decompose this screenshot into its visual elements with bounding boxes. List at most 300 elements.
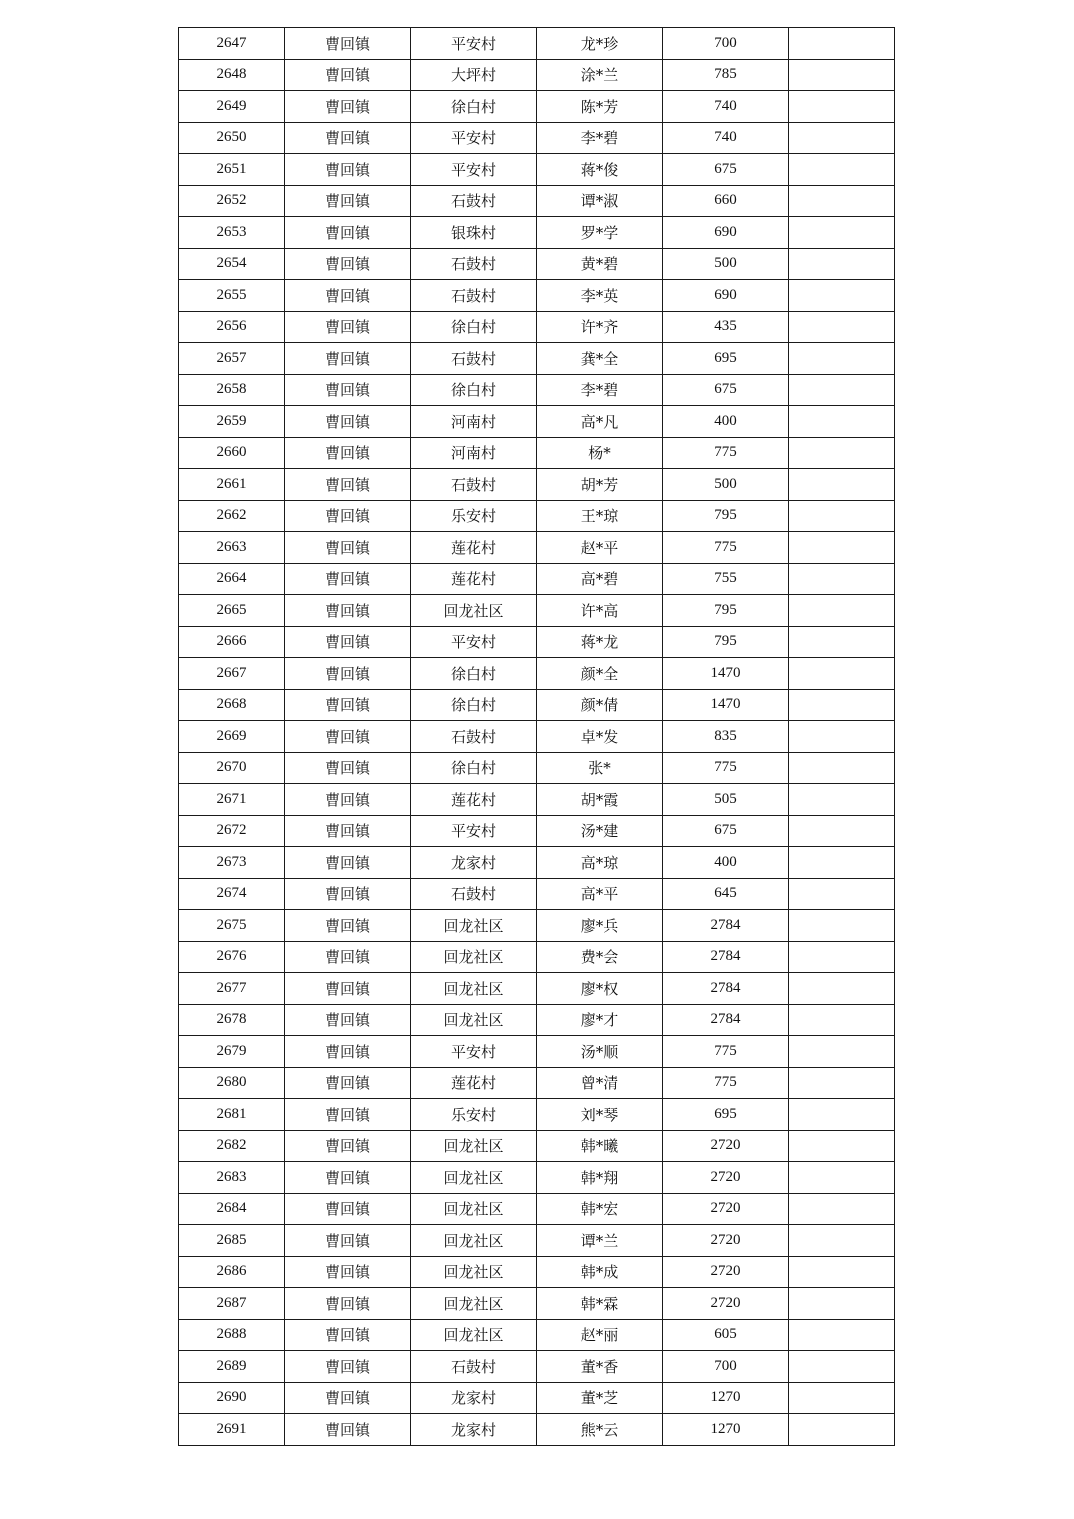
name-cell: 涂*兰 — [537, 59, 663, 91]
town-cell: 曹回镇 — [285, 910, 411, 942]
amount-cell: 2720 — [663, 1162, 789, 1194]
amount-cell: 2784 — [663, 973, 789, 1005]
serial-number-cell: 2681 — [179, 1099, 285, 1131]
village-cell: 石鼓村 — [411, 185, 537, 217]
name-cell: 高*凡 — [537, 406, 663, 438]
amount-cell: 2784 — [663, 910, 789, 942]
serial-number-cell: 2657 — [179, 343, 285, 375]
village-cell: 徐白村 — [411, 752, 537, 784]
town-cell: 曹回镇 — [285, 563, 411, 595]
remark-cell — [789, 658, 895, 690]
town-cell: 曹回镇 — [285, 1288, 411, 1320]
remark-cell — [789, 1130, 895, 1162]
amount-cell: 2720 — [663, 1225, 789, 1257]
amount-cell: 2720 — [663, 1288, 789, 1320]
name-cell: 张* — [537, 752, 663, 784]
serial-number-cell: 2660 — [179, 437, 285, 469]
amount-cell: 1270 — [663, 1382, 789, 1414]
name-cell: 赵*平 — [537, 532, 663, 564]
village-cell: 龙家村 — [411, 847, 537, 879]
name-cell: 龚*全 — [537, 343, 663, 375]
remark-cell — [789, 1319, 895, 1351]
amount-cell: 775 — [663, 1067, 789, 1099]
amount-cell: 1470 — [663, 658, 789, 690]
village-cell: 莲花村 — [411, 563, 537, 595]
name-cell: 廖*才 — [537, 1004, 663, 1036]
amount-cell: 505 — [663, 784, 789, 816]
serial-number-cell: 2688 — [179, 1319, 285, 1351]
village-cell: 莲花村 — [411, 1067, 537, 1099]
serial-number-cell: 2658 — [179, 374, 285, 406]
name-cell: 廖*权 — [537, 973, 663, 1005]
village-cell: 平安村 — [411, 815, 537, 847]
amount-cell: 500 — [663, 248, 789, 280]
village-cell: 徐白村 — [411, 658, 537, 690]
serial-number-cell: 2665 — [179, 595, 285, 627]
name-cell: 韩*成 — [537, 1256, 663, 1288]
town-cell: 曹回镇 — [285, 1225, 411, 1257]
serial-number-cell: 2677 — [179, 973, 285, 1005]
table-row — [179, 91, 895, 123]
remark-cell — [789, 311, 895, 343]
village-cell: 石鼓村 — [411, 469, 537, 501]
remark-cell — [789, 280, 895, 312]
village-cell: 徐白村 — [411, 689, 537, 721]
amount-cell: 795 — [663, 595, 789, 627]
remark-cell — [789, 406, 895, 438]
remark-cell — [789, 878, 895, 910]
serial-number-cell: 2675 — [179, 910, 285, 942]
town-cell: 曹回镇 — [285, 1036, 411, 1068]
serial-number-cell: 2661 — [179, 469, 285, 501]
amount-cell: 2784 — [663, 1004, 789, 1036]
amount-cell: 675 — [663, 815, 789, 847]
remark-cell — [789, 28, 895, 60]
village-cell: 石鼓村 — [411, 721, 537, 753]
remark-cell — [789, 721, 895, 753]
town-cell: 曹回镇 — [285, 595, 411, 627]
serial-number-cell: 2669 — [179, 721, 285, 753]
table-row — [179, 1351, 895, 1383]
table-row — [179, 280, 895, 312]
village-cell: 龙家村 — [411, 1382, 537, 1414]
village-cell: 回龙社区 — [411, 1004, 537, 1036]
serial-number-cell: 2670 — [179, 752, 285, 784]
remark-cell — [789, 1288, 895, 1320]
village-cell: 回龙社区 — [411, 1162, 537, 1194]
name-cell: 许*高 — [537, 595, 663, 627]
village-cell: 回龙社区 — [411, 941, 537, 973]
amount-cell: 675 — [663, 154, 789, 186]
amount-cell: 795 — [663, 500, 789, 532]
village-cell: 龙家村 — [411, 1414, 537, 1446]
table-row — [179, 1288, 895, 1320]
amount-cell: 400 — [663, 847, 789, 879]
remark-cell — [789, 815, 895, 847]
amount-cell: 740 — [663, 91, 789, 123]
table-row — [179, 910, 895, 942]
town-cell: 曹回镇 — [285, 658, 411, 690]
town-cell: 曹回镇 — [285, 1319, 411, 1351]
serial-number-cell: 2668 — [179, 689, 285, 721]
serial-number-cell: 2663 — [179, 532, 285, 564]
name-cell: 罗*学 — [537, 217, 663, 249]
amount-cell: 775 — [663, 532, 789, 564]
remark-cell — [789, 563, 895, 595]
name-cell: 高*碧 — [537, 563, 663, 595]
remark-cell — [789, 437, 895, 469]
village-cell: 石鼓村 — [411, 248, 537, 280]
village-cell: 回龙社区 — [411, 1193, 537, 1225]
village-cell: 石鼓村 — [411, 878, 537, 910]
table-row — [179, 185, 895, 217]
table-row — [179, 941, 895, 973]
village-cell: 回龙社区 — [411, 1319, 537, 1351]
name-cell: 费*会 — [537, 941, 663, 973]
remark-cell — [789, 185, 895, 217]
town-cell: 曹回镇 — [285, 374, 411, 406]
village-cell: 河南村 — [411, 406, 537, 438]
amount-cell: 645 — [663, 878, 789, 910]
village-cell: 徐白村 — [411, 311, 537, 343]
remark-cell — [789, 1099, 895, 1131]
town-cell: 曹回镇 — [285, 1004, 411, 1036]
table-row — [179, 437, 895, 469]
table-row — [179, 784, 895, 816]
name-cell: 汤*顺 — [537, 1036, 663, 1068]
serial-number-cell: 2689 — [179, 1351, 285, 1383]
data-table — [178, 27, 895, 1446]
name-cell: 蒋*俊 — [537, 154, 663, 186]
remark-cell — [789, 1067, 895, 1099]
town-cell: 曹回镇 — [285, 532, 411, 564]
town-cell: 曹回镇 — [285, 343, 411, 375]
name-cell: 黄*碧 — [537, 248, 663, 280]
town-cell: 曹回镇 — [285, 784, 411, 816]
amount-cell: 690 — [663, 280, 789, 312]
table-row — [179, 406, 895, 438]
serial-number-cell: 2664 — [179, 563, 285, 595]
town-cell: 曹回镇 — [285, 469, 411, 501]
name-cell: 颜*倩 — [537, 689, 663, 721]
serial-number-cell: 2652 — [179, 185, 285, 217]
town-cell: 曹回镇 — [285, 973, 411, 1005]
amount-cell: 775 — [663, 752, 789, 784]
village-cell: 回龙社区 — [411, 595, 537, 627]
amount-cell: 400 — [663, 406, 789, 438]
serial-number-cell: 2671 — [179, 784, 285, 816]
table-row — [179, 1099, 895, 1131]
name-cell: 李*碧 — [537, 374, 663, 406]
town-cell: 曹回镇 — [285, 941, 411, 973]
town-cell: 曹回镇 — [285, 1099, 411, 1131]
name-cell: 熊*云 — [537, 1414, 663, 1446]
amount-cell: 675 — [663, 374, 789, 406]
town-cell: 曹回镇 — [285, 248, 411, 280]
remark-cell — [789, 941, 895, 973]
table-row — [179, 217, 895, 249]
serial-number-cell: 2687 — [179, 1288, 285, 1320]
serial-number-cell: 2649 — [179, 91, 285, 123]
table-row — [179, 59, 895, 91]
amount-cell: 755 — [663, 563, 789, 595]
village-cell: 平安村 — [411, 122, 537, 154]
town-cell: 曹回镇 — [285, 500, 411, 532]
town-cell: 曹回镇 — [285, 154, 411, 186]
amount-cell: 690 — [663, 217, 789, 249]
name-cell: 胡*霞 — [537, 784, 663, 816]
remark-cell — [789, 154, 895, 186]
remark-cell — [789, 1382, 895, 1414]
name-cell: 赵*丽 — [537, 1319, 663, 1351]
village-cell: 乐安村 — [411, 1099, 537, 1131]
table-row — [179, 311, 895, 343]
town-cell: 曹回镇 — [285, 1067, 411, 1099]
town-cell: 曹回镇 — [285, 91, 411, 123]
village-cell: 回龙社区 — [411, 973, 537, 1005]
table-row — [179, 1382, 895, 1414]
name-cell: 董*香 — [537, 1351, 663, 1383]
town-cell: 曹回镇 — [285, 437, 411, 469]
remark-cell — [789, 1162, 895, 1194]
town-cell: 曹回镇 — [285, 28, 411, 60]
name-cell: 汤*建 — [537, 815, 663, 847]
town-cell: 曹回镇 — [285, 878, 411, 910]
town-cell: 曹回镇 — [285, 406, 411, 438]
village-cell: 回龙社区 — [411, 910, 537, 942]
village-cell: 徐白村 — [411, 374, 537, 406]
amount-cell: 500 — [663, 469, 789, 501]
remark-cell — [789, 1414, 895, 1446]
village-cell: 平安村 — [411, 626, 537, 658]
serial-number-cell: 2655 — [179, 280, 285, 312]
name-cell: 胡*芳 — [537, 469, 663, 501]
serial-number-cell: 2659 — [179, 406, 285, 438]
village-cell: 河南村 — [411, 437, 537, 469]
town-cell: 曹回镇 — [285, 280, 411, 312]
village-cell: 莲花村 — [411, 532, 537, 564]
town-cell: 曹回镇 — [285, 689, 411, 721]
village-cell: 石鼓村 — [411, 1351, 537, 1383]
remark-cell — [789, 469, 895, 501]
remark-cell — [789, 343, 895, 375]
table-row — [179, 689, 895, 721]
village-cell: 平安村 — [411, 154, 537, 186]
town-cell: 曹回镇 — [285, 1130, 411, 1162]
table-row — [179, 1130, 895, 1162]
village-cell: 回龙社区 — [411, 1130, 537, 1162]
remark-cell — [789, 374, 895, 406]
table-body — [179, 28, 895, 1446]
remark-cell — [789, 689, 895, 721]
amount-cell: 1470 — [663, 689, 789, 721]
amount-cell: 2784 — [663, 941, 789, 973]
remark-cell — [789, 626, 895, 658]
town-cell: 曹回镇 — [285, 311, 411, 343]
name-cell: 谭*兰 — [537, 1225, 663, 1257]
town-cell: 曹回镇 — [285, 752, 411, 784]
amount-cell: 605 — [663, 1319, 789, 1351]
table-row — [179, 815, 895, 847]
town-cell: 曹回镇 — [285, 1256, 411, 1288]
village-cell: 回龙社区 — [411, 1288, 537, 1320]
remark-cell — [789, 910, 895, 942]
serial-number-cell: 2673 — [179, 847, 285, 879]
remark-cell — [789, 91, 895, 123]
name-cell: 韩*宏 — [537, 1193, 663, 1225]
remark-cell — [789, 1225, 895, 1257]
serial-number-cell: 2650 — [179, 122, 285, 154]
table-row — [179, 1067, 895, 1099]
table-row — [179, 1162, 895, 1194]
village-cell: 石鼓村 — [411, 280, 537, 312]
remark-cell — [789, 59, 895, 91]
amount-cell: 695 — [663, 1099, 789, 1131]
name-cell: 卓*发 — [537, 721, 663, 753]
town-cell: 曹回镇 — [285, 185, 411, 217]
amount-cell: 785 — [663, 59, 789, 91]
remark-cell — [789, 784, 895, 816]
name-cell: 许*齐 — [537, 311, 663, 343]
village-cell: 平安村 — [411, 1036, 537, 1068]
table-row — [179, 154, 895, 186]
serial-number-cell: 2647 — [179, 28, 285, 60]
remark-cell — [789, 1256, 895, 1288]
name-cell: 高*平 — [537, 878, 663, 910]
table-row — [179, 532, 895, 564]
amount-cell: 740 — [663, 122, 789, 154]
name-cell: 谭*淑 — [537, 185, 663, 217]
remark-cell — [789, 1036, 895, 1068]
town-cell: 曹回镇 — [285, 815, 411, 847]
name-cell: 陈*芳 — [537, 91, 663, 123]
amount-cell: 2720 — [663, 1256, 789, 1288]
serial-number-cell: 2653 — [179, 217, 285, 249]
town-cell: 曹回镇 — [285, 122, 411, 154]
remark-cell — [789, 847, 895, 879]
serial-number-cell: 2656 — [179, 311, 285, 343]
town-cell: 曹回镇 — [285, 1193, 411, 1225]
village-cell: 乐安村 — [411, 500, 537, 532]
table-row — [179, 847, 895, 879]
amount-cell: 435 — [663, 311, 789, 343]
table-row — [179, 878, 895, 910]
village-cell: 石鼓村 — [411, 343, 537, 375]
serial-number-cell: 2672 — [179, 815, 285, 847]
amount-cell: 2720 — [663, 1193, 789, 1225]
town-cell: 曹回镇 — [285, 1162, 411, 1194]
table-row — [179, 752, 895, 784]
table-row — [179, 595, 895, 627]
serial-number-cell: 2648 — [179, 59, 285, 91]
serial-number-cell: 2682 — [179, 1130, 285, 1162]
serial-number-cell: 2651 — [179, 154, 285, 186]
remark-cell — [789, 752, 895, 784]
amount-cell: 700 — [663, 1351, 789, 1383]
serial-number-cell: 2678 — [179, 1004, 285, 1036]
village-cell: 大坪村 — [411, 59, 537, 91]
name-cell: 颜*全 — [537, 658, 663, 690]
town-cell: 曹回镇 — [285, 626, 411, 658]
remark-cell — [789, 1351, 895, 1383]
amount-cell: 795 — [663, 626, 789, 658]
name-cell: 蒋*龙 — [537, 626, 663, 658]
table-row — [179, 1004, 895, 1036]
table-row — [179, 1036, 895, 1068]
remark-cell — [789, 595, 895, 627]
table-row — [179, 658, 895, 690]
name-cell: 李*英 — [537, 280, 663, 312]
amount-cell: 695 — [663, 343, 789, 375]
serial-number-cell: 2680 — [179, 1067, 285, 1099]
remark-cell — [789, 248, 895, 280]
name-cell: 韩*霖 — [537, 1288, 663, 1320]
table-row — [179, 1319, 895, 1351]
table-row — [179, 122, 895, 154]
amount-cell: 1270 — [663, 1414, 789, 1446]
town-cell: 曹回镇 — [285, 847, 411, 879]
name-cell: 韩*曦 — [537, 1130, 663, 1162]
name-cell: 杨* — [537, 437, 663, 469]
town-cell: 曹回镇 — [285, 1351, 411, 1383]
name-cell: 廖*兵 — [537, 910, 663, 942]
serial-number-cell: 2674 — [179, 878, 285, 910]
serial-number-cell: 2662 — [179, 500, 285, 532]
table-row — [179, 1225, 895, 1257]
name-cell: 刘*琴 — [537, 1099, 663, 1131]
name-cell: 高*琼 — [537, 847, 663, 879]
village-cell: 平安村 — [411, 28, 537, 60]
table-row — [179, 1256, 895, 1288]
amount-cell: 835 — [663, 721, 789, 753]
village-cell: 徐白村 — [411, 91, 537, 123]
town-cell: 曹回镇 — [285, 1414, 411, 1446]
town-cell: 曹回镇 — [285, 217, 411, 249]
remark-cell — [789, 1004, 895, 1036]
serial-number-cell: 2690 — [179, 1382, 285, 1414]
name-cell: 董*芝 — [537, 1382, 663, 1414]
serial-number-cell: 2666 — [179, 626, 285, 658]
table-row — [179, 248, 895, 280]
remark-cell — [789, 122, 895, 154]
name-cell: 李*碧 — [537, 122, 663, 154]
remark-cell — [789, 1193, 895, 1225]
serial-number-cell: 2691 — [179, 1414, 285, 1446]
table-row — [179, 374, 895, 406]
serial-number-cell: 2679 — [179, 1036, 285, 1068]
town-cell: 曹回镇 — [285, 721, 411, 753]
town-cell: 曹回镇 — [285, 1382, 411, 1414]
town-cell: 曹回镇 — [285, 59, 411, 91]
remark-cell — [789, 500, 895, 532]
serial-number-cell: 2683 — [179, 1162, 285, 1194]
name-cell: 龙*珍 — [537, 28, 663, 60]
serial-number-cell: 2684 — [179, 1193, 285, 1225]
amount-cell: 700 — [663, 28, 789, 60]
remark-cell — [789, 217, 895, 249]
village-cell: 莲花村 — [411, 784, 537, 816]
table-row — [179, 973, 895, 1005]
table-row — [179, 1414, 895, 1446]
serial-number-cell: 2686 — [179, 1256, 285, 1288]
amount-cell: 660 — [663, 185, 789, 217]
table-row — [179, 563, 895, 595]
table-row — [179, 28, 895, 60]
serial-number-cell: 2676 — [179, 941, 285, 973]
table-row — [179, 1193, 895, 1225]
village-cell: 回龙社区 — [411, 1225, 537, 1257]
name-cell: 王*琼 — [537, 500, 663, 532]
